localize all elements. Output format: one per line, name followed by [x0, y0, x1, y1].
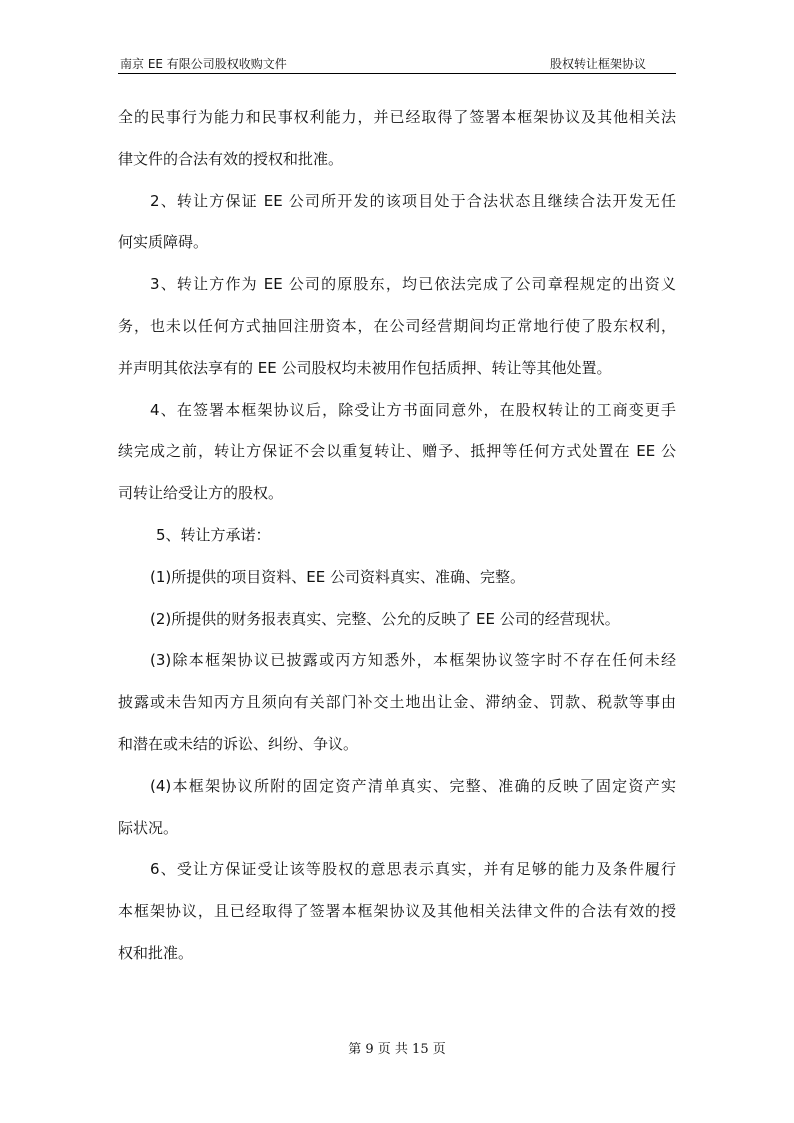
sub-item-2: (2)所提供的财务报表真实、完整、公允的反映了 EE 公司的经营现状。: [150, 609, 620, 628]
text-line: 本框架协议，且已经取得了签署本框架协议及其他相关法律文件的合法有效的授: [118, 902, 676, 921]
text-line: 律文件的合法有效的授权和批准。: [118, 149, 344, 168]
text-line: 司转让给受让方的股权。: [118, 484, 284, 503]
text-line: 全的民事行为能力和民事权利能力，并已经取得了签署本框架协议及其他相关法: [118, 108, 676, 126]
sub-item-4-line: (4)本框架协议所附的固定资产清单真实、完整、准确的反映了固定资产实: [150, 776, 676, 795]
clause-4-line: 4、在签署本框架协议后，除受让方书面同意外，在股权转让的工商变更手: [150, 400, 676, 419]
sub-item-1: (1)所提供的项目资料、EE 公司资料真实、准确、完整。: [150, 567, 525, 586]
text-line: 续完成之前，转让方保证不会以重复转让、赠予、抵押等任何方式处置在 EE 公: [118, 442, 676, 461]
header-document-title: 南京 EE 有限公司股权收购文件: [120, 57, 287, 71]
document-body: [118, 97, 676, 975]
text-line: 并声明其依法享有的 EE 公司股权均未被用作包括质押、转让等其他处置。: [118, 358, 612, 377]
text-line: 权和批准。: [118, 943, 194, 962]
page-number: 第 9 页 共 15 页: [348, 1042, 446, 1057]
clause-6-line: 6、受让方保证受让该等股权的意思表示真实，并有足够的能力及条件履行: [150, 860, 676, 879]
text-line: 何实质障碍。: [118, 233, 209, 252]
sub-item-3-line: (3)除本框架协议已披露或丙方知悉外，本框架协议签字时不存在任何未经: [150, 651, 676, 670]
header-section-title: 股权转让框架协议: [549, 57, 646, 71]
clause-5-heading: 5、转让方承诺：: [156, 525, 271, 544]
text-line: 和潜在或未结的诉讼、纠纷、争议。: [118, 734, 359, 753]
page-header: [118, 55, 676, 74]
text-line: 际状况。: [118, 818, 179, 837]
text-line: 披露或未告知丙方且须向有关部门补交土地出让金、滞纳金、罚款、税款等事由: [118, 693, 676, 712]
clause-2-line: 2、转让方保证 EE 公司所开发的该项目处于合法状态且继续合法开发无任: [150, 191, 676, 210]
text-line: 务，也未以任何方式抽回注册资本，在公司经营期间均正常地行使了股东权利，: [118, 316, 676, 335]
clause-3-line: 3、转让方作为 EE 公司的原股东，均已依法完成了公司章程规定的出资义: [150, 275, 676, 294]
